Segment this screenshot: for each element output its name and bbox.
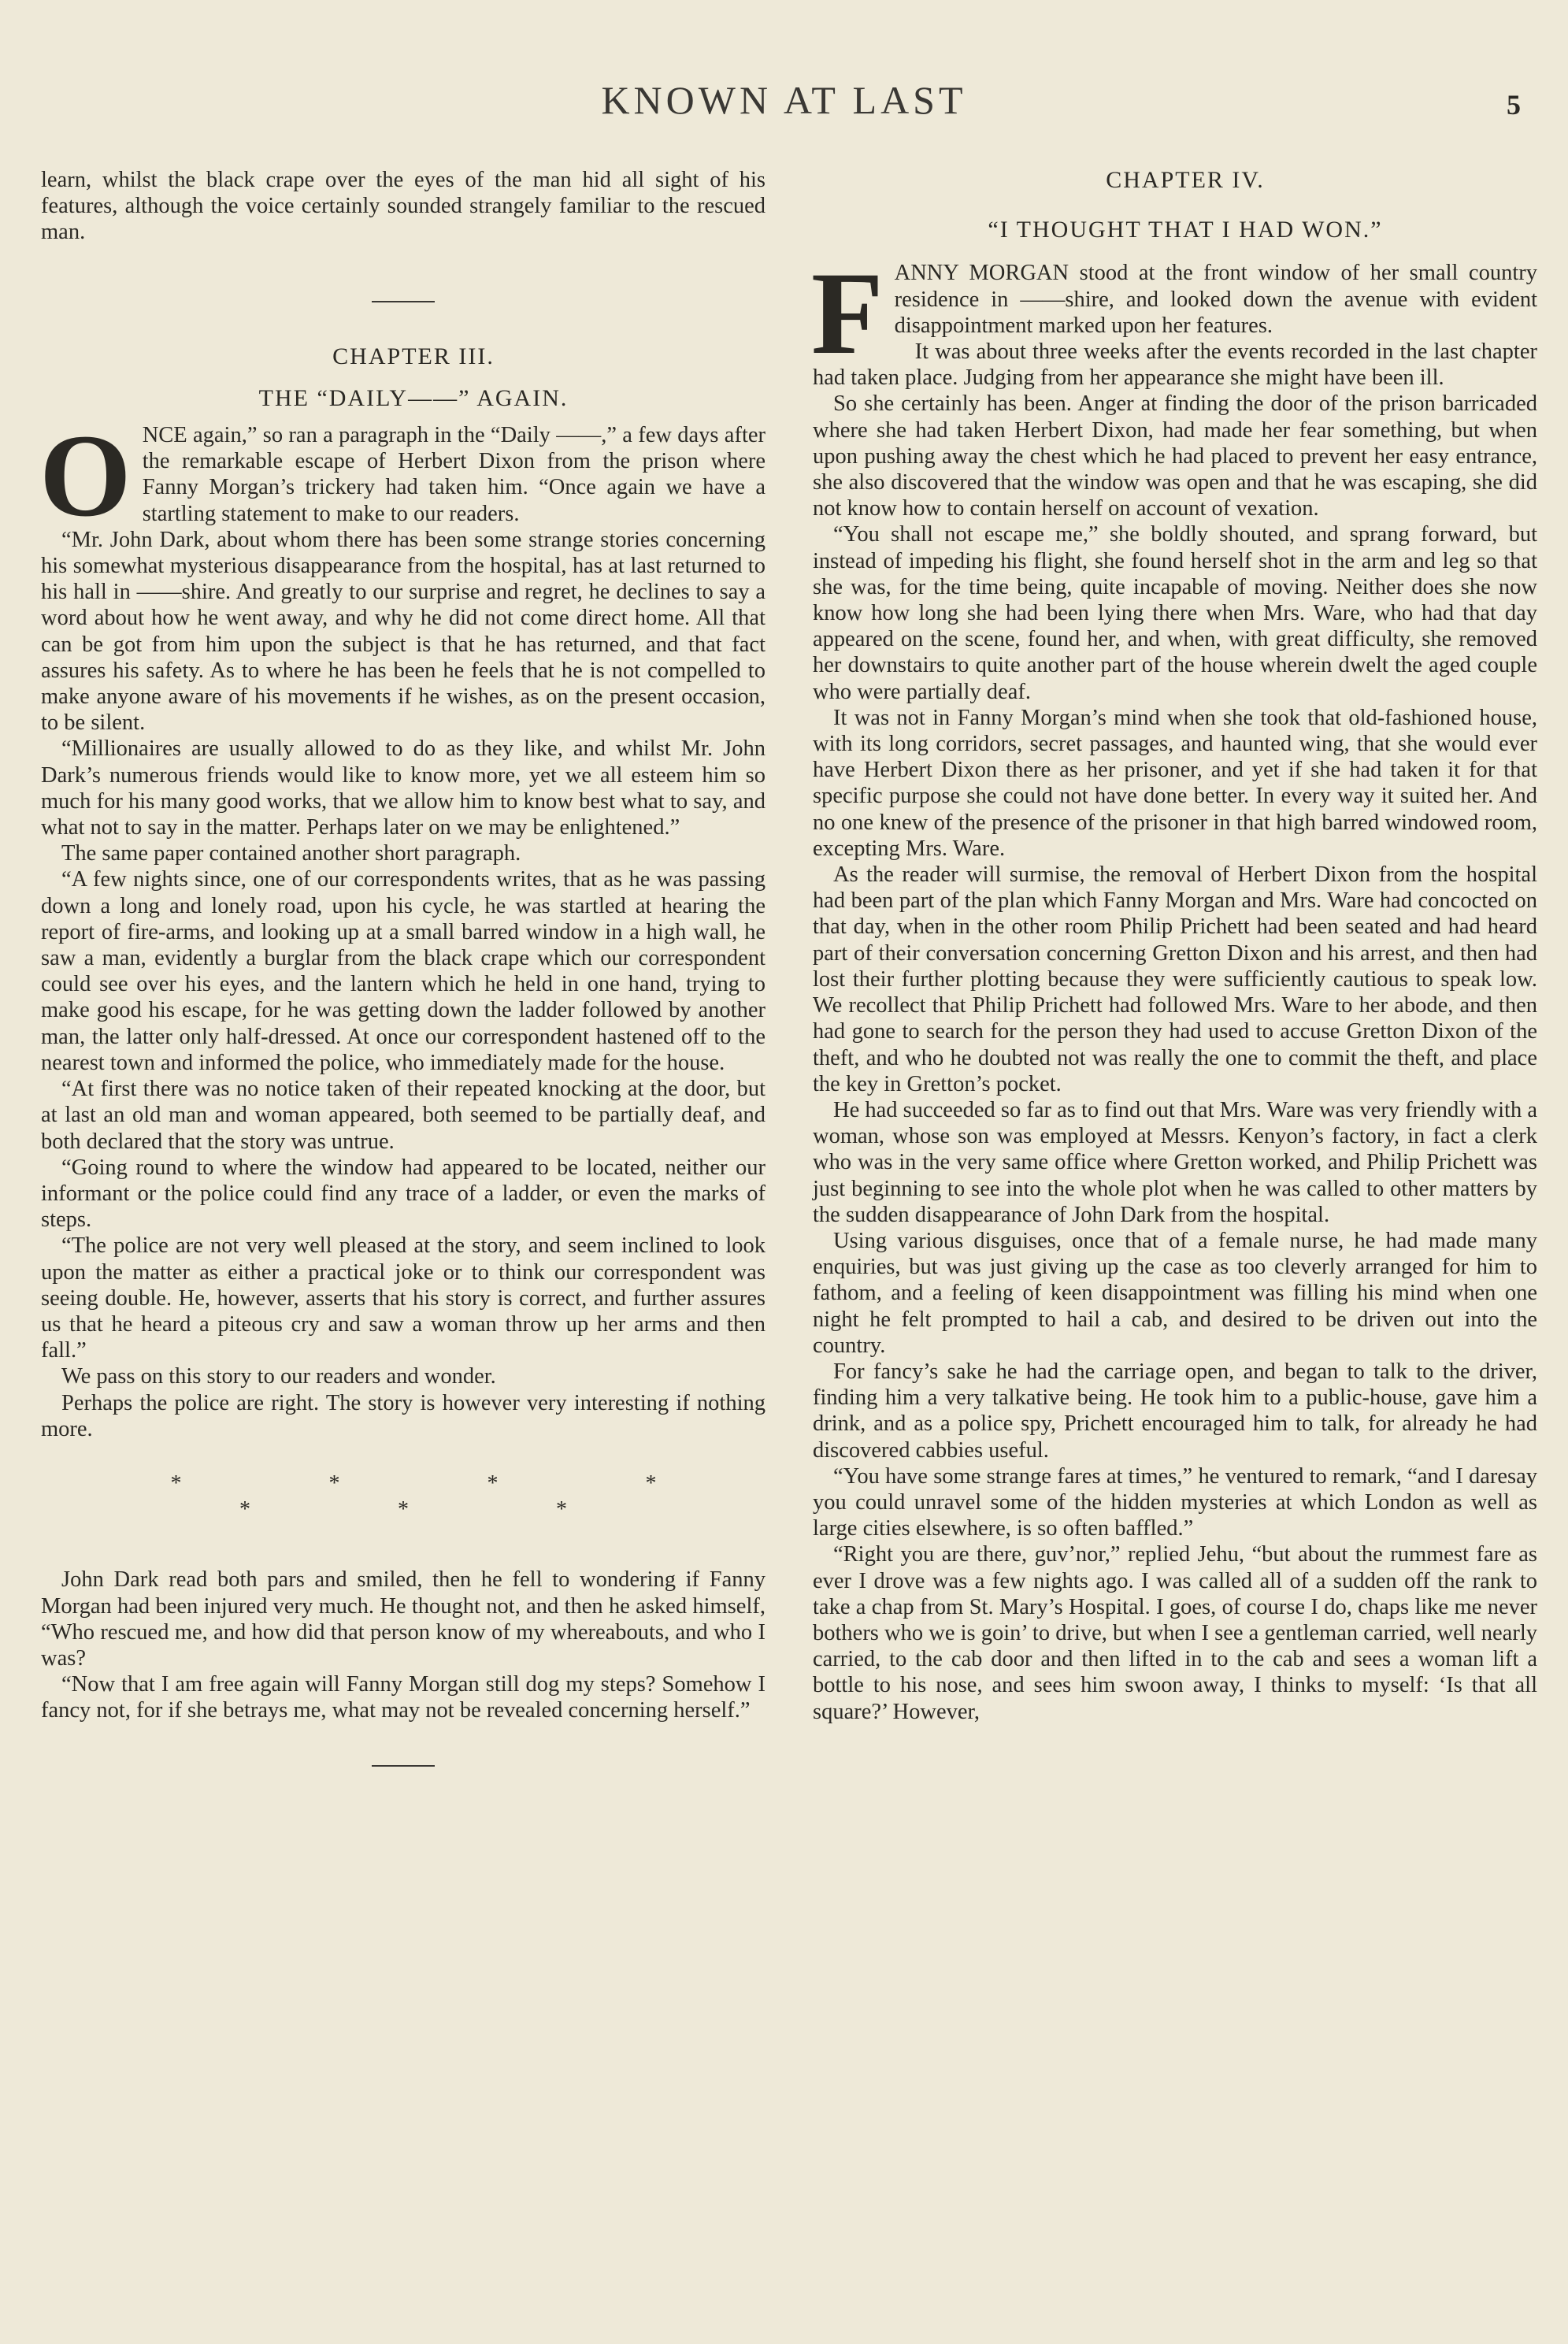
chapter-4-paragraph: “You have some strange fares at times,” he ventured to remark, “and I daresay you could unravel some of the hidden mysteries at which London as well as large cities elsewhere, is so often baffled.” bbox=[813, 1463, 1537, 1541]
running-title: KNOWN AT LAST bbox=[601, 78, 967, 122]
drop-cap: O bbox=[39, 410, 132, 542]
chapter-4-paragraph: Using various disguises, once that of a female nurse, he had made many enquiries, but was just giving up the case as too cleverly arranged for him to fathom, and a feeling of keen disappointment was filling his mind when one night he felt prompted to hail a cab, and desired to be driven out into the country. bbox=[813, 1228, 1537, 1358]
chapter-3-paragraph: “A few nights since, one of our correspondents writes, that as he was passing down a long and lonely road, upon his cycle, he was startled at hearing the report of fire-arms, and looking up at a small barred window in a high wall, he saw a man, evidently a burglar from the black crape which our correspondent could see over his eyes, and the lantern which he held in one hand, trying to make good his escape, for he was getting down the ladder followed by another man, the latter only half-dressed. At once our correspondent hastened off to the nearest town and informed the police, who immediately made for the house. bbox=[41, 867, 765, 1075]
chapter-3-paragraph: “Going round to where the window had appeared to be located, neither our informant or the police could find any trace of a ladder, or even the marks of steps. bbox=[41, 1155, 765, 1233]
chapter-4-paragraph: For fancy’s sake he had the carriage open, and began to talk to the driver, finding him a very talkative being. He took him to a public-house, gave him a drink, and as a police spy, Prichett encouraged him to talk, for already he had discovered cabbies useful. bbox=[813, 1359, 1537, 1463]
chapter-3-paragraph: “Mr. John Dark, about whom there has been some strange stories concerning his somewhat mysterious disappearance from the hospital, has at last returned to his hall in ——shire. And greatly to our surprise and regret, he declines to say a word about how he went away, and why he did not come direct home. All that can be got from him upon the subject is that he has returned, and that fact assures his safety. As to where he has been he feels that he is not compelled to make anyone aware of his movements if he wishes, as on the present occasion, to be silent. bbox=[41, 527, 765, 736]
paragraph-text: ANNY MORGAN stood at the front window of her small country residence in ——shire, and looked down the avenue with evident disappointment marked upon her features. bbox=[894, 261, 1537, 338]
drop-cap: F bbox=[811, 248, 884, 380]
chapter-4-paragraph: As the reader will surmise, the removal of Herbert Dixon from the hospital had been part of the plan which Fanny Morgan and Mrs. Ware had concocted on that day, when in the other room Philip Prichett had been seated and had heard part of their conversation concerning Gretton Dixon and his arrest, and then had lost their further plotting because they were sufficiently cautious to speak low. We recollect that Philip Prichett had followed Mrs. Ware to her abode, and then had gone to search for the person they had used to accuse Gretton Dixon of the theft, and who he doubted not was really the one to commit the theft, and place the key in Gretton’s pocket. bbox=[813, 862, 1537, 1096]
chapter-3-paragraph: Perhaps the police are right. The story is however very interesting if nothing more. bbox=[41, 1390, 765, 1441]
chapter-4-paragraph: It was about three weeks after the events recorded in the last chapter had taken place. Judging from her appearance she might have been ill. bbox=[813, 339, 1537, 391]
chapter-3-paragraph: “The police are not very well pleased at the story, and seem inclined to look upon the matter as either a practical joke or to think our correspondent was seeing double. He, however, asserts that his story is correct, and further assures us that he heard a piteous cry and saw a woman throw up her arms and then fall.” bbox=[41, 1233, 765, 1363]
chapter-4-paragraph: “You shall not escape me,” she boldly shouted, and sprang forward, but instead of impeding his flight, she found herself shot in the arm and leg so that she was, for the time being, quite incapable of moving. Neither does she now know how long she had been lying there when Mrs. Ware, who had that day appeared on the scene, found her, and when, with great difficulty, she removed her downstairs to quite another part of the house wherein dwelt the aged couple who were partially deaf. bbox=[813, 522, 1537, 704]
chapter-3-paragraph: We pass on this story to our readers and wonder. bbox=[61, 1364, 496, 1389]
chapter-4-paragraph: It was not in Fanny Morgan’s mind when she took that old-fashioned house, with its long corridors, secret passages, and haunted wing, that she would ever have Herbert Dixon there as her prisoner, and yet if she had taken it for that specific purpose she could not have done better. In every way it suited her. And no one knew of the presence of the prisoner in that high barred windowed room, excepting Mrs. Ware. bbox=[813, 705, 1537, 861]
chapter-3-paragraph: “Millionaires are usually allowed to do as they like, and whilst Mr. John Dark’s numerous friends would like to know more, yet we all esteem him so much for his many good works, that we allow him to know best what to say, and what not to say in the matter. Perhaps later on we may be enlightened.” bbox=[41, 736, 765, 840]
left-column bbox=[41, 167, 765, 1767]
section-divider bbox=[372, 1765, 435, 1767]
chapter-3-paragraph bbox=[39, 410, 765, 542]
chapter-3-paragraph: “Now that I am free again will Fanny Morgan still dog my steps? Somehow I fancy not, for if she betrays me, what may not be revealed concerning herself.” bbox=[41, 1672, 765, 1723]
chapter-3-title: CHAPTER III. bbox=[332, 343, 495, 369]
paragraph-text: NCE again,” so ran a paragraph in the “Daily ——,” a few days after the remarkable escape of Herbert Dixon from the prison where Fanny Morgan’s trickery had taken him. “Once again we have a startling statement to make to our readers. bbox=[142, 423, 765, 526]
chapter-3-paragraph: “At first there was no notice taken of their repeated knocking at the door, but at last an old man and woman appeared, both seemed to be partially deaf, and both declared that the story was untrue. bbox=[41, 1077, 765, 1154]
chapter-4-paragraph: So she certainly has been. Anger at finding the door of the prison barricaded where she had taken Herbert Dixon, had made her fear something, but when upon pushing away the chest which he had placed to prevent her easy entrance, she also discovered that the window was open and that he was escaping, she did not know how to contain herself on account of vexation. bbox=[813, 391, 1537, 521]
section-break-asterisks: * * * * * * * bbox=[170, 1471, 728, 1522]
chapter-3-subtitle: THE “DAILY——” AGAIN. bbox=[258, 384, 569, 411]
chapter-4-paragraph: “Right you are there, guv’nor,” replied Jehu, “but about the rummest fare as ever I drove was a few nights ago. I was called all of a sudden off the rank to take a chap from St. Mary’s Hospital. I goes, of course I do, chaps like me never bothers who we is goin’ to drive, but when I see a gentleman carried, well nearly carried, to the cab door and then lifted in to the cab and sees a woman lift a bottle to his nose, and sees him swoon away, I thinks to myself: ‘Is that all square?’ However, bbox=[813, 1542, 1537, 1724]
chapter-4-title: CHAPTER IV. bbox=[1106, 167, 1265, 193]
opening-paragraph: learn, whilst the black crape over the eyes of the man hid all sight of his features, although the voice certainly sounded strangely familiar to the rescued man. bbox=[41, 168, 765, 245]
page-number: 5 bbox=[1507, 89, 1521, 121]
chapter-3-paragraph: John Dark read both pars and smiled, then he fell to wondering if Fanny Morgan had been injured very much. He thought not, and then he asked himself, “Who rescued me, and how did that person know of my whereabouts, and who I was? bbox=[41, 1567, 765, 1671]
chapter-4-paragraph: He had succeeded so far as to find out that Mrs. Ware was very friendly with a woman, whose son was employed at Messrs. Kenyon’s factory, in fact a clerk who was in the very same office where Gretton worked, and Philip Prichett was just beginning to see into the whole plot when he was called to other matters by the sudden disappearance of John Dark from the hospital. bbox=[813, 1097, 1537, 1227]
chapter-4-subtitle: “I THOUGHT THAT I HAD WON.” bbox=[988, 217, 1383, 243]
chapter-3-paragraph: The same paper contained another short paragraph. bbox=[61, 841, 521, 866]
right-column bbox=[813, 167, 1537, 1725]
page-header bbox=[0, 77, 1568, 132]
